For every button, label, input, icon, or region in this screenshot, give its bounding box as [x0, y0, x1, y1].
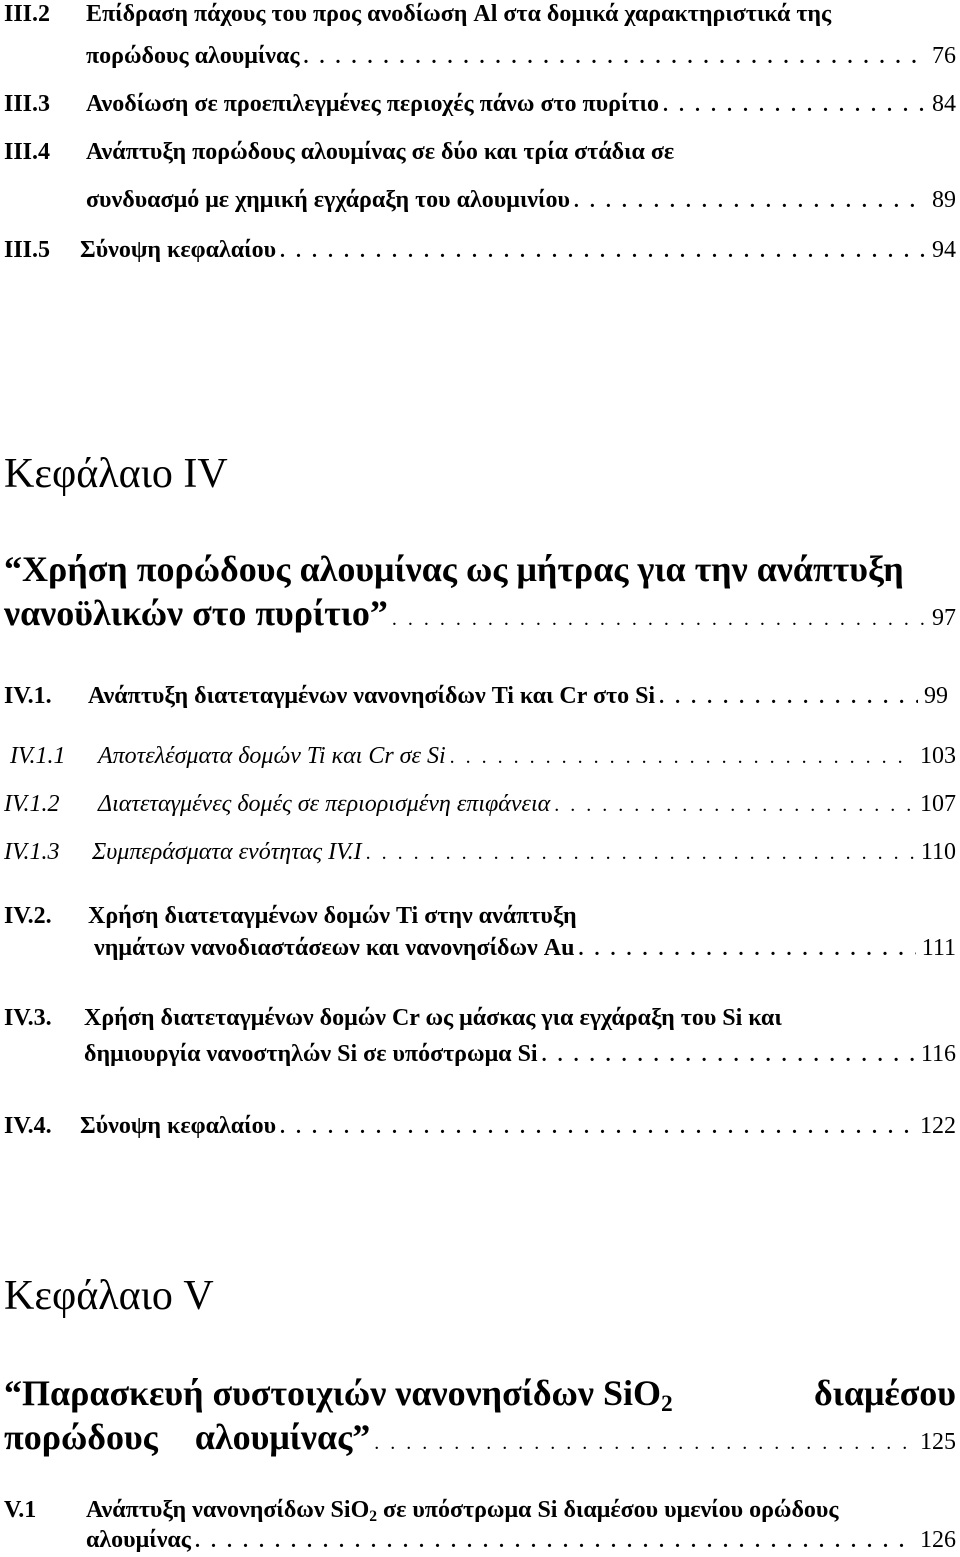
toc-page-number: 94: [932, 237, 956, 263]
chapter-heading: Κεφάλαιο IV: [4, 451, 228, 497]
toc-page-number: 107: [920, 791, 956, 817]
toc-page-number: 111: [921, 935, 956, 961]
toc-page-number: 126: [920, 1527, 956, 1553]
toc-entry-text: Ανάπτυξη νανονησίδων SiO$_2$ σε υπόστρωμα Si διαμέσου υμενίου ορώδους: [86, 1497, 839, 1525]
toc-number: IV.3.: [4, 1005, 52, 1031]
leader-dots: [280, 237, 926, 265]
toc-page-number: 97: [932, 605, 956, 631]
toc-entry-text: πορώδους αλουμίνας: [86, 43, 300, 69]
toc-entry[interactable]: [80, 236, 956, 265]
toc-entry-text: Διατεταγμένες δομές σε περιορισμένη επιφάνεια: [98, 791, 551, 817]
toc-entry[interactable]: [86, 90, 956, 119]
toc-entry-text: Χρήση διατεταγμένων δομών Cr ως μάσκας για εγχάραξη του Si και: [84, 1005, 782, 1031]
toc-page-number: 110: [920, 839, 956, 865]
toc-number: IV.1.: [4, 683, 52, 709]
toc-entry-text: συνδυασμό με χημική εγχάραξη του αλουμινίου: [86, 187, 570, 213]
leader-dots: [450, 743, 914, 771]
leader-dots: [195, 1527, 914, 1555]
toc-entry-text: Ανάπτυξη πορώδους αλουμίνας σε δύο και τρία στάδια σε: [86, 139, 675, 165]
toc-number: IV.2.: [4, 903, 52, 929]
toc-page-number: 125: [920, 1429, 956, 1455]
toc-entry[interactable]: [94, 934, 956, 963]
toc-entry-text: νημάτων νανοδιαστάσεων και νανονησίδων Au: [94, 935, 575, 961]
leader-dots: [304, 43, 926, 71]
toc-entry-text: Αποτελέσματα δομών Ti και Cr σε Si: [98, 743, 446, 769]
toc-page-number: 89: [932, 187, 956, 213]
toc-entry-text: Χρήση διατεταγμένων δομών Ti στην ανάπτυξη: [88, 903, 577, 929]
toc-entry-text: αλουμίνας: [86, 1527, 191, 1553]
toc-number: V.1: [4, 1497, 37, 1523]
chapter-title-part: “Παρασκευή συστοιχιών νανονησίδων SiO$_2$: [4, 1373, 673, 1417]
toc-entry-text: Συμπεράσματα ενότητας IV.I: [92, 839, 362, 865]
toc-number: IV.1.1: [10, 743, 66, 769]
toc-entry[interactable]: [4, 1416, 956, 1458]
chapter-heading: Κεφάλαιο V: [4, 1273, 214, 1319]
chapter-title-part: διαμέσου: [814, 1373, 956, 1413]
toc-number: III.2: [4, 1, 51, 27]
toc-page-number: 84: [932, 91, 956, 117]
toc-entry-text: Ανοδίωση σε προεπιλεγμένες περιοχές πάνω στο πυρίτιο: [86, 91, 659, 117]
toc-entry[interactable]: [80, 1112, 956, 1141]
toc-entry[interactable]: [98, 742, 956, 771]
toc-entry[interactable]: [4, 592, 956, 634]
toc-entry[interactable]: [86, 1526, 956, 1555]
toc-entry[interactable]: [88, 682, 948, 711]
chapter-title: νανοϋλικών στο πυρίτιο”: [4, 593, 388, 633]
toc-entry-text: Ανάπτυξη διατεταγμένων νανονησίδων Ti και Cr στο Si: [88, 683, 656, 709]
toc-number: IV.1.2: [4, 791, 60, 817]
toc-page-number: 103: [920, 743, 956, 769]
toc-entry-text: Σύνοψη κεφαλαίου: [80, 237, 277, 263]
toc-entry-text: δημιουργία νανοστηλών Si σε υπόστρωμα Si: [84, 1041, 538, 1067]
leader-dots: [659, 683, 918, 711]
toc-page-number: 122: [920, 1113, 956, 1139]
toc-entry-text: Σύνοψη κεφαλαίου: [80, 1113, 277, 1139]
toc-entry[interactable]: [86, 186, 956, 215]
toc-page-number: 99: [924, 683, 948, 709]
leader-dots: [578, 935, 915, 963]
chapter-title: “Χρήση πορώδους αλουμίνας ως μήτρας για την ανάπτυξη: [4, 549, 904, 589]
toc-entry[interactable]: [86, 42, 956, 71]
toc-number: IV.1.3: [4, 839, 60, 865]
toc-number: IV.4.: [4, 1113, 52, 1139]
leader-dots: [574, 187, 926, 215]
leader-dots: [542, 1041, 915, 1069]
toc-entry[interactable]: [92, 838, 956, 867]
toc-entry[interactable]: [98, 790, 956, 819]
leader-dots: [554, 791, 914, 819]
toc-number: III.3: [4, 91, 51, 117]
toc-page-number: 116: [920, 1041, 956, 1067]
toc-entry-text: Επίδραση πάχους του προς ανοδίωση Al στα δομικά χαρακτηριστικά της: [86, 1, 832, 27]
leader-dots: [392, 605, 926, 633]
toc-number: III.4: [4, 139, 51, 165]
toc-page-number: 76: [932, 43, 956, 69]
chapter-title: πορώδους αλουμίνας”: [4, 1417, 371, 1457]
leader-dots: [374, 1429, 914, 1457]
leader-dots: [366, 839, 915, 867]
leader-dots: [280, 1113, 914, 1141]
toc-entry[interactable]: [84, 1040, 956, 1069]
leader-dots: [663, 91, 926, 119]
toc-number: III.5: [4, 237, 51, 263]
